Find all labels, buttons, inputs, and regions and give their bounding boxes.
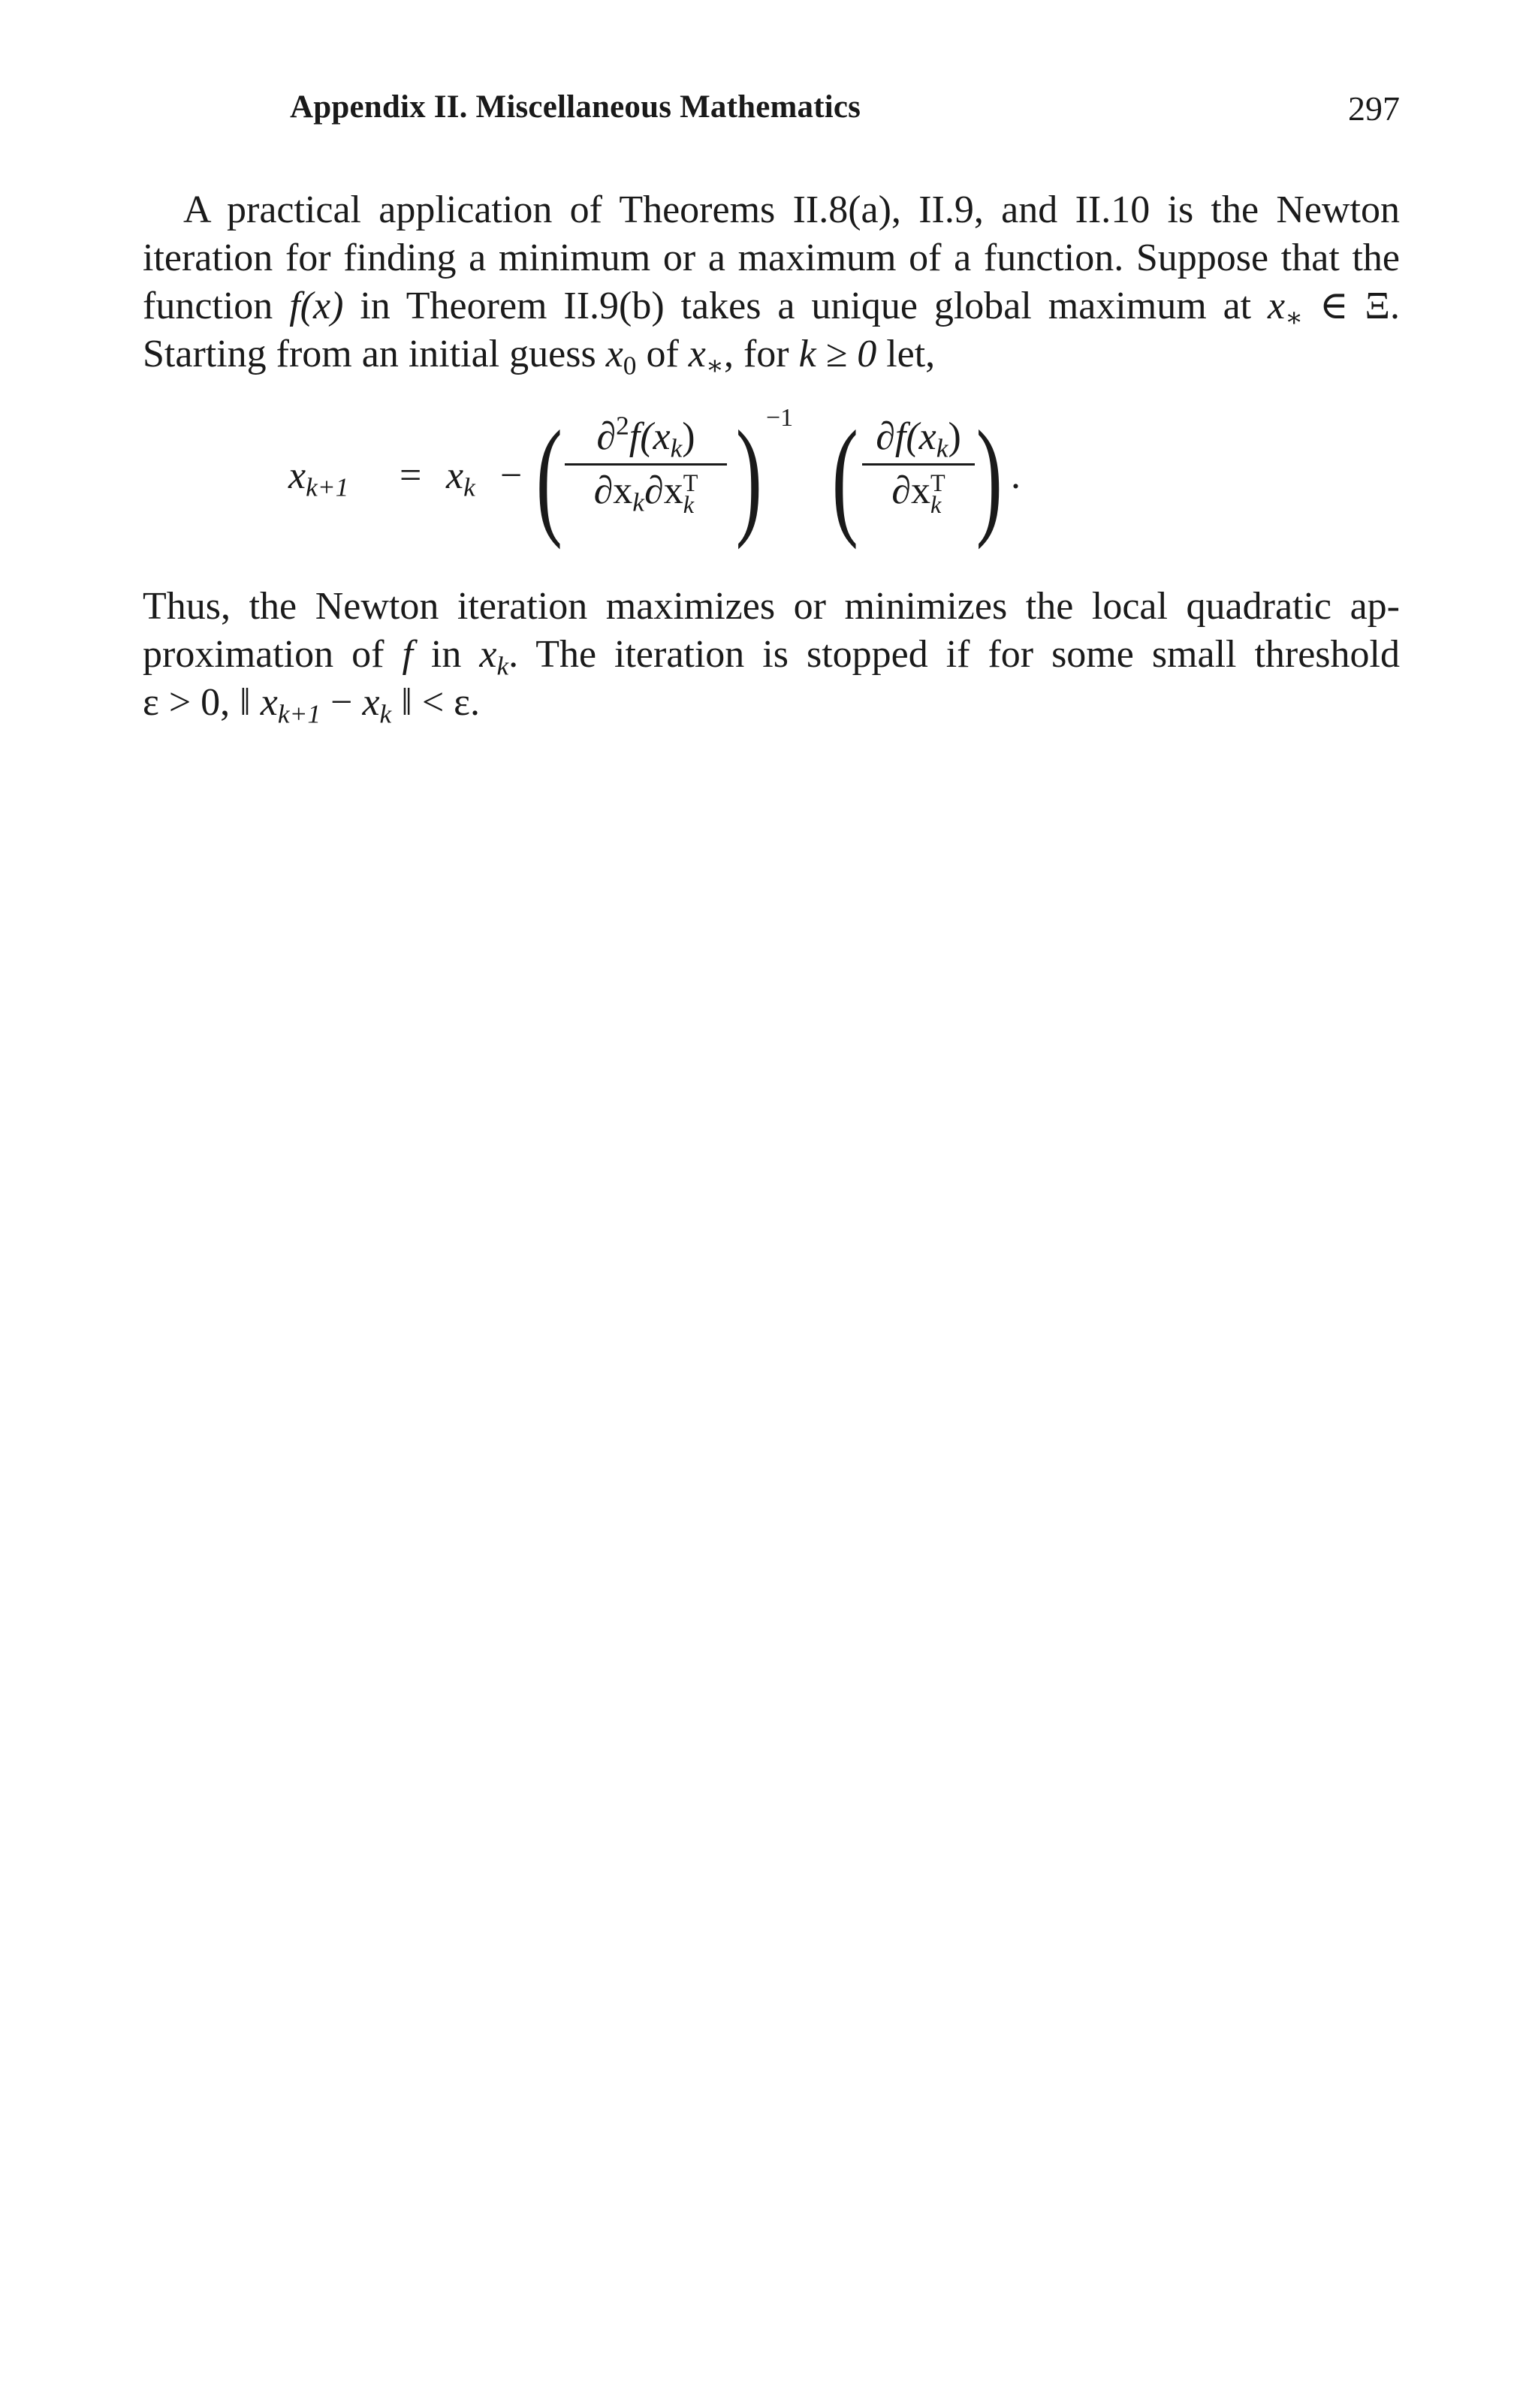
math-k-geq-0: k ≥ 0: [798, 333, 877, 375]
equation-rhs-x: $x_k$: [446, 454, 475, 502]
math-x-star: x: [1268, 285, 1286, 327]
hessian-numerator: $\partial^2f(x_k)$: [596, 410, 695, 463]
paragraph1-line4: Starting from an initial guess $x_0$ of $x_∗$, for k ≥ 0 let,: [143, 333, 936, 381]
paragraph2-line1: Thus, the Newton iteration maximizes or minimizes the local quadratic ap-: [143, 585, 1400, 628]
right-paren-2: ): [976, 404, 1003, 550]
fraction-bar: [862, 463, 975, 466]
equation-lhs: $x_{k+1}$: [288, 454, 349, 502]
equation-equals: =: [400, 454, 422, 497]
running-header-title: Appendix II. Miscellaneous Mathematics: [290, 89, 861, 125]
page-number: 297: [1348, 89, 1400, 128]
right-paren-1: ): [735, 404, 762, 550]
paragraph1-line2: iteration for finding a minimum or a maximum of a function. Suppose that the: [143, 237, 1400, 279]
inverse-exponent: −1: [766, 404, 794, 432]
paragraph2-line3: ε > 0, ‖ $x_{k+1} - x_k$ ‖ < ε.: [143, 681, 480, 729]
math-f-of-x: f(x): [289, 285, 344, 327]
gradient-denominator: ∂x T k: [891, 469, 945, 519]
hessian-fraction: [565, 410, 727, 519]
paragraph1-line1: A practical application of Theorems II.8(a), II.9, and II.10 is the Newton: [183, 188, 1400, 231]
gradient-fraction: [862, 414, 975, 519]
paragraph1-line3: function f(x) in Theorem II.9(b) takes a unique global maximum at $x_∗$ ∈ Ξ.: [143, 285, 1400, 333]
math-x-zero: x: [605, 333, 623, 375]
gradient-numerator: $\partial f(x_k)$: [876, 415, 961, 463]
paragraph2-line2: proximation of f in $x_k$. The iteration is stopped if for some small threshold: [143, 633, 1400, 681]
hessian-denominator: $\partial x_k\partial x$ T k: [593, 469, 698, 519]
equation-period: .: [1011, 454, 1021, 497]
left-paren-2: (: [831, 404, 858, 550]
newton-iteration-equation: [288, 402, 1021, 568]
fraction-bar: [565, 463, 727, 466]
left-paren-1: (: [535, 404, 562, 550]
equation-minus: −: [500, 454, 523, 497]
